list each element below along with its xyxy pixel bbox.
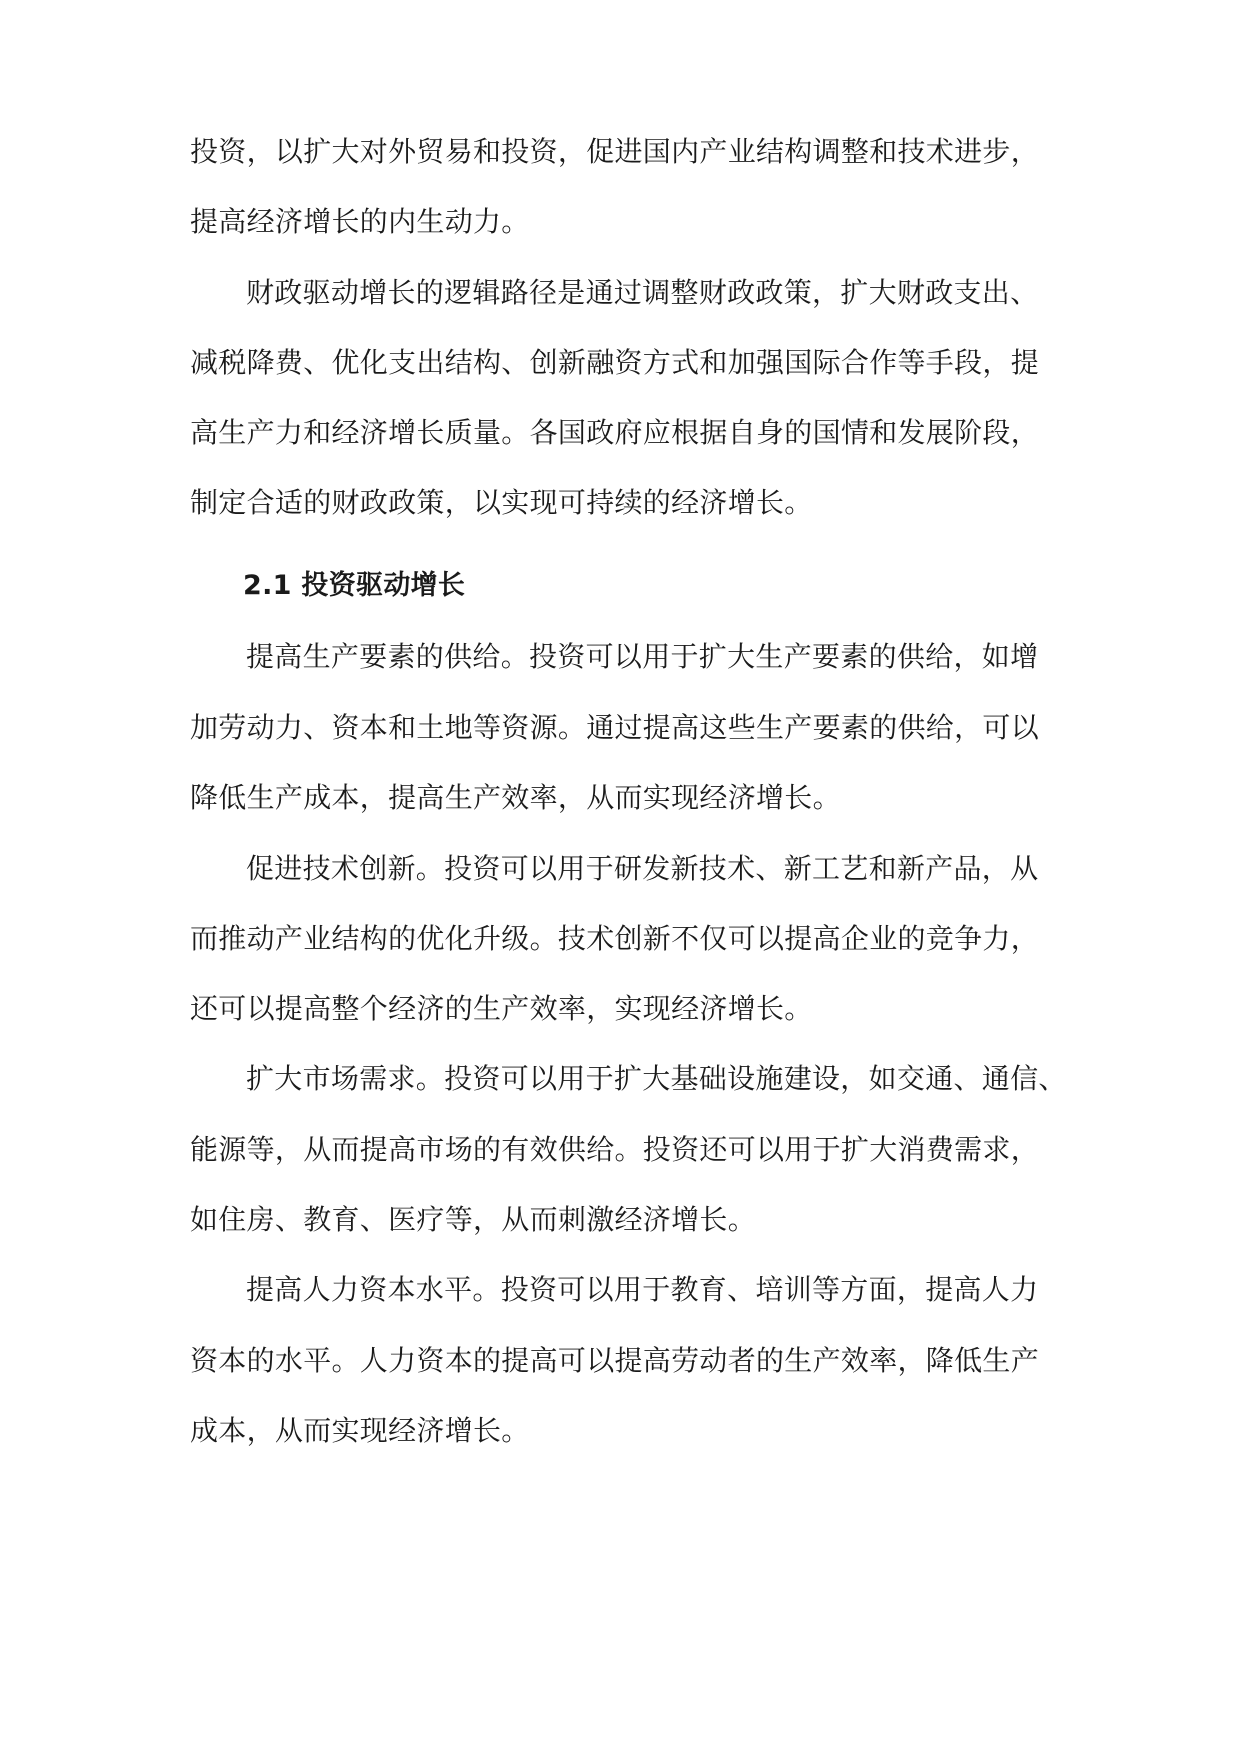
paragraph-line: 减税降费、优化支出结构、创新融资方式和加强国际合作等手段，提 (190, 346, 1040, 379)
paragraph-line: 而推动产业结构的优化升级。技术创新不仅可以提高企业的竞争力， (190, 922, 1040, 955)
paragraph-line: 提高生产要素的供给。投资可以用于扩大生产要素的供给，如增 (246, 640, 1039, 673)
paragraph-line: 资本的水平。人力资本的提高可以提高劳动者的生产效率，降低生产 (190, 1344, 1040, 1377)
paragraph-line: 高生产力和经济增长质量。各国政府应根据自身的国情和发展阶段， (190, 416, 1040, 449)
paragraph-line: 财政驱动增长的逻辑路径是通过调整财政政策，扩大财政支出、 (246, 276, 1039, 309)
paragraph-line: 还可以提高整个经济的生产效率，实现经济增长。 (190, 992, 813, 1025)
paragraph-line: 降低生产成本，提高生产效率，从而实现经济增长。 (190, 781, 841, 814)
paragraph-line: 提高人力资本水平。投资可以用于教育、培训等方面，提高人力 (246, 1273, 1039, 1306)
paragraph-line: 投资，以扩大对外贸易和投资，促进国内产业结构调整和技术进步， (190, 135, 1040, 168)
paragraph-line: 成本，从而实现经济增长。 (190, 1414, 530, 1447)
paragraph-line: 提高经济增长的内生动力。 (190, 205, 530, 238)
paragraph-line: 扩大市场需求。投资可以用于扩大基础设施建设，如交通、通信、 (246, 1062, 1067, 1095)
paragraph-line: 加劳动力、资本和土地等资源。通过提高这些生产要素的供给，可以 (190, 711, 1040, 744)
paragraph-line: 制定合适的财政政策，以实现可持续的经济增长。 (190, 486, 813, 519)
paragraph-line: 促进技术创新。投资可以用于研发新技术、新工艺和新产品，从 (246, 852, 1039, 885)
paragraph-line: 能源等，从而提高市场的有效供给。投资还可以用于扩大消费需求， (190, 1133, 1040, 1166)
section-heading: 2.1 投资驱动增长 (243, 570, 466, 601)
paragraph-line: 如住房、教育、医疗等，从而刺激经济增长。 (190, 1203, 757, 1236)
